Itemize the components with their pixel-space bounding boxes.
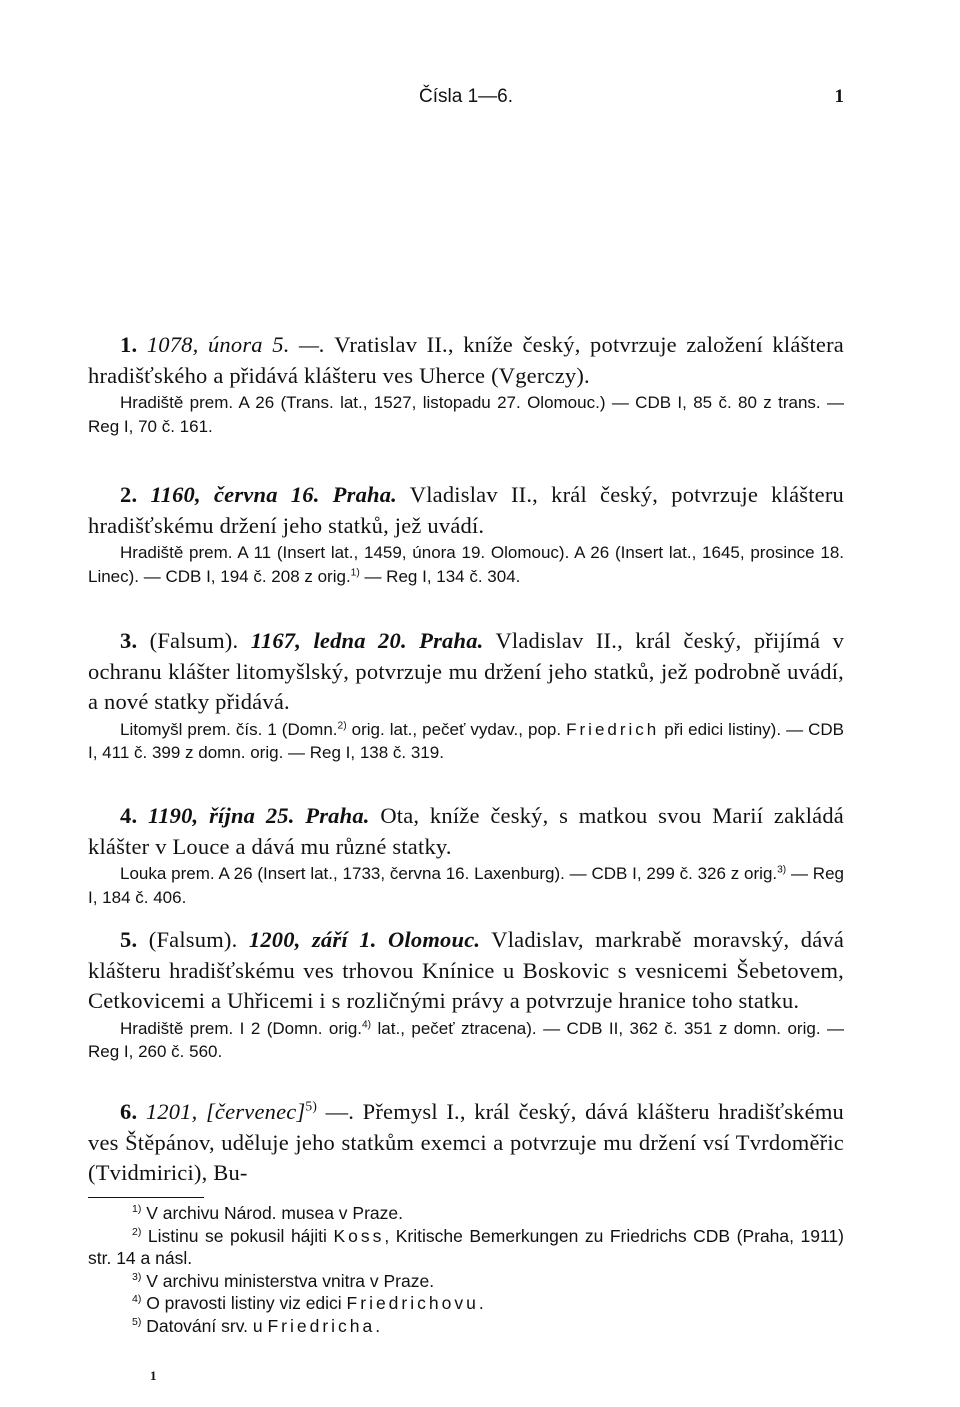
footnote-text-cont: , Kritische Bemerkungen zu Friedrichs CDB (Praha, 1911) str. 14 a násl. — [88, 1225, 844, 1268]
footnote-ref: 5) — [305, 1098, 318, 1114]
document-page — [88, 0, 844, 1407]
entry-prefix: (Falsum). — [148, 927, 238, 952]
charter-entry-1 — [88, 330, 844, 438]
entry-prefix: (Falsum). — [149, 628, 239, 653]
entry-regest — [88, 925, 844, 1017]
footnote-2 — [88, 1225, 844, 1270]
running-title: Čísla 1—6. — [419, 86, 513, 107]
entry-source — [88, 718, 844, 765]
entry-number: 4. — [120, 803, 138, 828]
footnote-mark: 1) — [132, 1203, 142, 1216]
entry-source — [88, 541, 844, 588]
footnote-mark: 3) — [132, 1270, 142, 1283]
entry-number: 5. — [120, 927, 138, 952]
entry-date: 1160, června 16. Praha. — [150, 482, 398, 507]
source-text: Hradiště prem. A 26 (Trans. lat., 1527, listopadu 27. Olomouc.) — CDB I, 85 č. 80 z trans. — Reg I, 70 č. 161. — [88, 393, 844, 436]
entry-text: Přemysl I., král český, dává klášteru hradišťskému ves Štěpánov, uděluje jeho statkům exemci a potvrzuje mu držení vsí Tvrdoměřic (Tvidmirici), Bu- — [88, 1099, 844, 1185]
charter-entry-2 — [88, 480, 844, 588]
footnote-1 — [88, 1202, 844, 1225]
author-name: Friedricha — [267, 1315, 376, 1336]
source-text-cont: orig. lat., pečeť vydav., pop. — [346, 719, 567, 739]
source-text-cont: lat., pečeť ztracena). — CDB II, 362 č. 351 z domn. orig. — Reg I, 260 č. 560. — [88, 1018, 844, 1061]
entry-date: 1078, února 5. —. — [146, 332, 326, 357]
footnote-ref: 1) — [350, 566, 360, 578]
source-text: Louka prem. A 26 (Insert lat., 1733, června 16. Laxenburg). — CDB I, 299 č. 326 z orig. — [120, 864, 778, 883]
entry-date: 1200, září 1. Olomouc. — [248, 927, 481, 952]
footnote-text: V archivu ministerstva vnitra v Praze. — [141, 1270, 435, 1291]
entry-text: Vladislav II., král český, přijímá v ochranu klášter litomyšlský, potvrzuje mu držení jeho statků, jež podrobně uvádí, a nové statky přidává. — [88, 628, 845, 714]
source-text-cont: — Reg I, 134 č. 304. — [359, 566, 521, 586]
page-header — [88, 86, 844, 114]
footnote-text-cont: . — [478, 1293, 484, 1313]
entry-text: Ota, kníže český, s matkou svou Marií zakládá klášter v Louce a dává mu různé statky. — [88, 803, 844, 859]
footnote-text-cont: . — [375, 1315, 381, 1336]
page-number: 1 — [834, 86, 844, 107]
footnote-ref: 2) — [337, 719, 347, 731]
author-name: Koss — [333, 1225, 385, 1246]
footnote-text: V archivu Národ. musea v Praze. — [141, 1203, 403, 1223]
entry-text: Vratislav II., kníže český, potvrzuje založení kláštera hradišťského a přidává klášteru ves Uherce (Vgerczy). — [88, 332, 844, 388]
footnote-text: Listinu se pokusil hájiti — [141, 1225, 334, 1246]
source-text-end: při edici listiny). — CDB I, 411 č. 399 z domn. orig. — Reg I, 138 č. 319. — [88, 719, 845, 762]
footnote-text: Datování srv. u — [141, 1315, 268, 1336]
entry-date: 1201, [červenec] — [145, 1099, 306, 1124]
footnotes — [88, 1202, 844, 1337]
entry-regest — [88, 1097, 844, 1189]
entry-regest — [88, 626, 844, 718]
sheet-signature: 1 — [150, 1368, 157, 1383]
entry-number: 2. — [120, 482, 138, 507]
source-text-cont: — Reg I, 184 č. 406. — [88, 864, 844, 907]
footnote-mark: 4) — [132, 1293, 142, 1306]
source-text: Hradiště prem. A 11 (Insert lat., 1459, února 19. Olomouc). A 26 (Insert lat., 1645, prosince 18. Linec). — CDB I, 194 č. 208 z orig. — [88, 543, 844, 586]
entry-text: Vladislav, markrabě moravský, dává klášteru hradišťskému ves trhovou Knínice u Boskovic s vesnicemi Šebetovem, Cetkovicemi a Uhřicemi i s rozličnými právy a potvrzuje hranice toho statku. — [88, 927, 845, 1013]
entry-source — [88, 862, 844, 909]
footnote-mark: 5) — [132, 1315, 142, 1328]
footnote-mark: 2) — [132, 1225, 142, 1238]
entry-date: 1167, ledna 20. Praha. — [250, 628, 484, 653]
entry-regest — [88, 801, 844, 862]
author-name: Friedrichovu — [346, 1293, 479, 1313]
charter-entry-3 — [88, 626, 844, 765]
entry-date: 1190, října 25. Praha. — [148, 803, 370, 828]
footnote-ref: 4) — [362, 1018, 372, 1030]
author-name: Friedrich — [566, 719, 660, 739]
footnote-4 — [88, 1292, 844, 1315]
footnote-3 — [88, 1270, 844, 1293]
entry-regest — [88, 330, 844, 391]
footnote-ref: 3) — [777, 864, 787, 876]
footnote-5 — [88, 1315, 844, 1338]
footnote-text: O pravosti listiny viz edici — [141, 1293, 347, 1313]
charter-entry-5 — [88, 925, 844, 1064]
entry-source — [88, 1017, 844, 1064]
entry-regest — [88, 480, 844, 541]
entry-number: 3. — [120, 628, 138, 653]
footnote-rule — [88, 1197, 204, 1198]
charter-entry-6 — [88, 1097, 844, 1189]
entry-date-cont: —. — [317, 1099, 355, 1124]
source-text: Hradiště prem. I 2 (Domn. orig. — [120, 1018, 362, 1038]
entry-source — [88, 391, 844, 438]
entry-text: Vladislav II., král český, potvrzuje klášteru hradišťskému držení jeho statků, jež uvádí. — [88, 482, 845, 538]
charter-entry-4 — [88, 801, 844, 909]
entry-number: 1. — [120, 332, 138, 357]
entry-number: 6. — [120, 1099, 138, 1124]
source-text: Litomyšl prem. čís. 1 (Domn. — [120, 719, 338, 739]
